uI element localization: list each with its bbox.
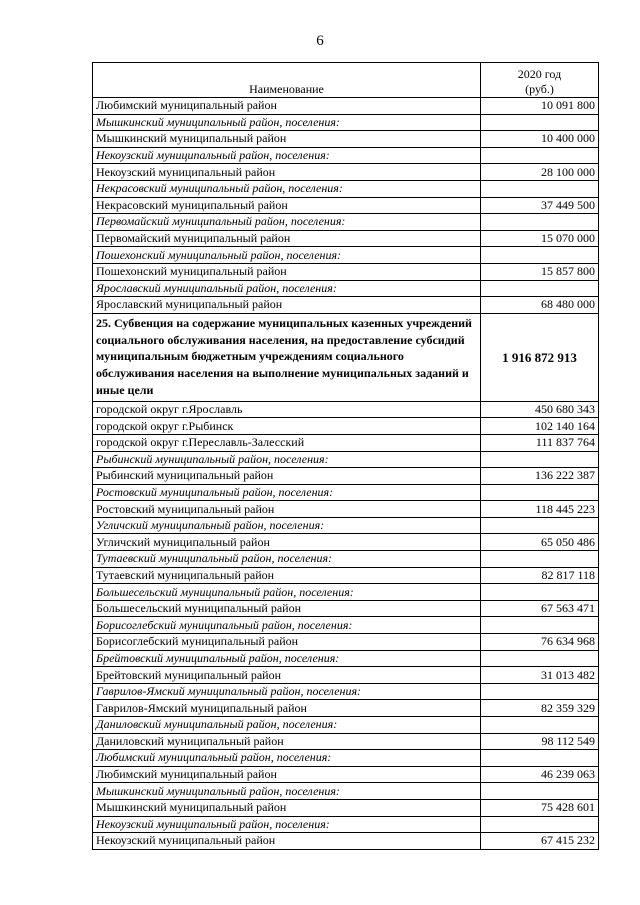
row-value-cell: 65 050 486 xyxy=(481,534,599,551)
row-value-cell: 46 239 063 xyxy=(481,766,599,783)
subgroup-row xyxy=(93,650,599,667)
row-value-cell xyxy=(481,484,599,501)
subgroup-label: Большесельский муниципальный район, поселения: xyxy=(93,584,481,601)
row-value-cell: 28 100 000 xyxy=(481,164,599,181)
subgroup-label: Ростовский муниципальный район, поселения: xyxy=(93,484,481,501)
subgroup-row xyxy=(93,750,599,767)
row-value-cell: 67 563 471 xyxy=(481,600,599,617)
row-name-cell: Брейтовский муниципальный район xyxy=(93,667,481,684)
table-row xyxy=(93,468,599,485)
subgroup-row xyxy=(93,816,599,833)
row-name-cell: Большесельский муниципальный район xyxy=(93,600,481,617)
row-value-cell xyxy=(481,451,599,468)
row-value-cell: 450 680 343 xyxy=(481,401,599,418)
row-value-cell: 15 070 000 xyxy=(481,230,599,247)
row-name-cell: Гаврилов-Ямский муниципальный район xyxy=(93,700,481,717)
subgroup-label: Некоузский муниципальный район, поселения: xyxy=(93,147,481,164)
row-value-cell xyxy=(481,247,599,264)
row-name-cell: Мышкинский муниципальный район xyxy=(93,131,481,148)
table-row xyxy=(93,534,599,551)
table-row xyxy=(93,799,599,816)
table-row xyxy=(93,98,599,115)
row-name-cell: Тутаевский муниципальный район xyxy=(93,567,481,584)
subgroup-label: Тутаевский муниципальный район, поселения: xyxy=(93,551,481,568)
subgroup-row xyxy=(93,451,599,468)
subgroup-row xyxy=(93,617,599,634)
subgroup-row xyxy=(93,584,599,601)
row-name-cell: Некоузский муниципальный район xyxy=(93,164,481,181)
budget-table xyxy=(92,62,599,850)
subgroup-row xyxy=(93,114,599,131)
row-value-cell xyxy=(481,517,599,534)
table-row xyxy=(93,297,599,314)
row-value-cell xyxy=(481,816,599,833)
table-row xyxy=(93,131,599,148)
table-row xyxy=(93,833,599,850)
subgroup-row xyxy=(93,517,599,534)
subgroup-row xyxy=(93,280,599,297)
subgroup-row xyxy=(93,717,599,734)
row-value-cell xyxy=(481,280,599,297)
row-value-cell: 68 480 000 xyxy=(481,297,599,314)
subgroup-row xyxy=(93,783,599,800)
subgroup-label: Любимский муниципальный район, поселения: xyxy=(93,750,481,767)
row-value-cell: 67 415 232 xyxy=(481,833,599,850)
table-row xyxy=(93,667,599,684)
header-year: 2020 год xyxy=(517,67,562,81)
row-name-cell: Любимский муниципальный район xyxy=(93,98,481,115)
row-value-cell: 10 400 000 xyxy=(481,131,599,148)
table-row xyxy=(93,733,599,750)
row-value-cell xyxy=(481,717,599,734)
row-value-cell xyxy=(481,551,599,568)
table-row xyxy=(93,700,599,717)
row-name-cell: Рыбинский муниципальный район xyxy=(93,468,481,485)
table-row xyxy=(93,230,599,247)
subgroup-row xyxy=(93,214,599,231)
subgroup-label: Мышкинский муниципальный район, поселения: xyxy=(93,114,481,131)
row-name-cell: Некрасовский муниципальный район xyxy=(93,197,481,214)
subgroup-label: Ярославский муниципальный район, поселения: xyxy=(93,280,481,297)
table-header-row xyxy=(93,63,599,98)
subgroup-row xyxy=(93,683,599,700)
table-row xyxy=(93,600,599,617)
row-value-cell xyxy=(481,180,599,197)
row-name-cell: городской округ г.Рыбинск xyxy=(93,418,481,435)
subgroup-row xyxy=(93,180,599,197)
row-value-cell: 82 359 329 xyxy=(481,700,599,717)
table-row xyxy=(93,634,599,651)
row-name-cell: Любимский муниципальный район xyxy=(93,766,481,783)
row-name-cell: городской округ г.Переславль-Залесский xyxy=(93,434,481,451)
table-row xyxy=(93,263,599,280)
subgroup-row xyxy=(93,551,599,568)
row-name-cell: городской округ г.Ярославль xyxy=(93,401,481,418)
row-value-cell xyxy=(481,783,599,800)
table-row xyxy=(93,418,599,435)
row-value-cell: 75 428 601 xyxy=(481,799,599,816)
subgroup-label: Гаврилов-Ямский муниципальный район, поселения: xyxy=(93,683,481,700)
subgroup-label: Некоузский муниципальный район, поселения: xyxy=(93,816,481,833)
subgroup-label: Брейтовский муниципальный район, поселения: xyxy=(93,650,481,667)
subgroup-label: Пошехонский муниципальный район, поселения: xyxy=(93,247,481,264)
row-value-cell: 76 634 968 xyxy=(481,634,599,651)
row-value-cell xyxy=(481,750,599,767)
subgroup-label: Даниловский муниципальный район, поселения: xyxy=(93,717,481,734)
table-row xyxy=(93,567,599,584)
row-value-cell: 31 013 482 xyxy=(481,667,599,684)
subgroup-label: Рыбинский муниципальный район, поселения: xyxy=(93,451,481,468)
row-value-cell xyxy=(481,114,599,131)
table-row xyxy=(93,434,599,451)
row-name-cell: Даниловский муниципальный район xyxy=(93,733,481,750)
row-name-cell: Пошехонский муниципальный район xyxy=(93,263,481,280)
row-value-cell: 37 449 500 xyxy=(481,197,599,214)
row-value-cell: 98 112 549 xyxy=(481,733,599,750)
row-name-cell: Ростовский муниципальный район xyxy=(93,501,481,518)
row-value-cell: 15 857 800 xyxy=(481,263,599,280)
table-row xyxy=(93,164,599,181)
row-name-cell: Первомайский муниципальный район xyxy=(93,230,481,247)
header-name-cell: Наименование xyxy=(93,63,481,98)
subgroup-row xyxy=(93,147,599,164)
row-value-cell: 10 091 800 xyxy=(481,98,599,115)
section-total: 1 916 872 913 xyxy=(481,313,599,401)
header-unit: (руб.) xyxy=(525,82,554,96)
subgroup-row xyxy=(93,247,599,264)
subgroup-row xyxy=(93,484,599,501)
table-row xyxy=(93,197,599,214)
row-value-cell xyxy=(481,147,599,164)
row-value-cell xyxy=(481,650,599,667)
table-row xyxy=(93,766,599,783)
row-name-cell: Угличский муниципальный район xyxy=(93,534,481,551)
subgroup-label: Угличский муниципальный район, поселения: xyxy=(93,517,481,534)
row-value-cell: 136 222 387 xyxy=(481,468,599,485)
row-value-cell xyxy=(481,584,599,601)
page-number: 6 xyxy=(316,33,324,49)
subgroup-label: Некрасовский муниципальный район, поселения: xyxy=(93,180,481,197)
row-value-cell: 118 445 223 xyxy=(481,501,599,518)
subgroup-label: Мышкинский муниципальный район, поселения: xyxy=(93,783,481,800)
row-name-cell: Мышкинский муниципальный район xyxy=(93,799,481,816)
header-value-cell xyxy=(481,63,599,98)
row-value-cell xyxy=(481,617,599,634)
table-row xyxy=(93,501,599,518)
section-row xyxy=(93,313,599,401)
section-title: 25. Субвенция на содержание муниципальных казенных учреждений социального обслуживания населения, на предоставление субсидий муниципальным бюджетным учреждениям социального обслуживания населения на выполнение муниципальных заданий и иные цели xyxy=(93,313,481,401)
row-name-cell: Борисоглебский муниципальный район xyxy=(93,634,481,651)
row-value-cell: 82 817 118 xyxy=(481,567,599,584)
row-value-cell xyxy=(481,683,599,700)
table-row xyxy=(93,401,599,418)
subgroup-label: Первомайский муниципальный район, поселения: xyxy=(93,214,481,231)
row-value-cell: 102 140 164 xyxy=(481,418,599,435)
subgroup-label: Борисоглебский муниципальный район, поселения: xyxy=(93,617,481,634)
row-value-cell xyxy=(481,214,599,231)
row-name-cell: Ярославский муниципальный район xyxy=(93,297,481,314)
row-value-cell: 111 837 764 xyxy=(481,434,599,451)
row-name-cell: Некоузский муниципальный район xyxy=(93,833,481,850)
